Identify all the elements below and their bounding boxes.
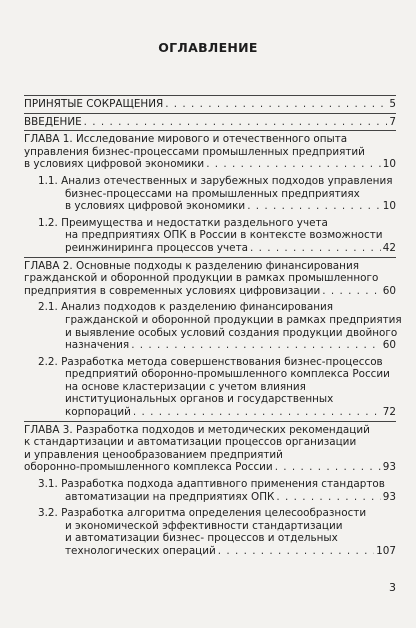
toc-entry-text: на основе кластеризации с учетом влияния: [65, 380, 306, 393]
page-number: 3: [389, 581, 396, 594]
toc-entry-text: в условиях цифровой экономики: [65, 200, 246, 213]
toc-entry-text: ГЛАВА 3. Разработка подходов и методических рекомендаций: [24, 423, 370, 436]
toc-entry-text: предприятия в современных условиях цифровизации: [24, 284, 321, 297]
toc-entry-text: 1.1. Анализ отечественных и зарубежных подходов управления: [38, 174, 393, 187]
toc-entry-text: 1.2. Преимущества и недостатки раздельного учета: [38, 216, 328, 229]
toc-page-number: 93: [382, 490, 396, 503]
toc-entry-text: 2.1. Анализ подходов к разделению финансирования: [38, 301, 334, 314]
toc-entry[interactable]: [24, 476, 396, 505]
toc-entry-text: 2.2. Разработка метода совершенствования бизнес-процессов: [38, 355, 383, 368]
dot-leader: [218, 545, 374, 558]
dot-leader: [133, 406, 381, 419]
toc-entry-text: назначения: [65, 339, 130, 352]
toc-heading: ОГЛАВЛЕНИЕ: [158, 40, 258, 55]
toc-entry-text: и автоматизации бизнес- процессов и отдельных: [65, 532, 338, 545]
dot-leader: [131, 339, 381, 352]
dot-leader: [206, 158, 381, 171]
toc-page-number: 60: [382, 284, 396, 297]
toc-entry-text: ГЛАВА 1. Исследование мирового и отечественного опыта: [24, 133, 348, 146]
toc-page-number: 72: [382, 406, 396, 419]
toc-entry-text: гражданской и оборонной продукции в рамках промышленного: [24, 272, 379, 285]
dot-leader: [276, 491, 380, 504]
toc-entry-text: на предприятиях ОПК в России в контексте возможности: [65, 229, 383, 242]
toc-entry-text: управления бизнес-процессами промышленных предприятий: [24, 145, 365, 158]
toc-entry-text: реинжиниринга процессов учета: [65, 241, 248, 254]
toc-page-number: 93: [382, 461, 396, 474]
toc-page-number: 7: [389, 115, 396, 128]
toc-entry-text: и экономической эффективности стандартизации: [65, 519, 343, 532]
dot-leader: [247, 200, 381, 213]
dot-leader: [84, 116, 388, 129]
toc-entry[interactable]: [24, 173, 396, 215]
toc-entry-text: бизнес-процессами на промышленных предприятиях: [65, 187, 360, 200]
toc-entry-text: ВВЕДЕНИЕ: [24, 115, 82, 128]
toc-entry-text: и выявление особых условий создания продукции двойного: [65, 326, 398, 339]
toc-entry[interactable]: [24, 422, 396, 476]
toc-entry[interactable]: [24, 258, 396, 300]
toc-page-number: 5: [389, 98, 396, 110]
toc-entry-text: автоматизации на предприятиях ОПК: [65, 490, 275, 503]
toc-entry[interactable]: [24, 299, 402, 353]
toc-entry-text: и управления ценообразованием предприятий: [24, 448, 283, 461]
toc-entry-text: 3.1. Разработка подхода адаптивного применения стандартов: [38, 478, 385, 491]
toc-entry[interactable]: [24, 505, 396, 559]
dot-leader: [275, 461, 381, 474]
toc-entry-text: институциональных органов и государственных: [65, 393, 334, 406]
toc-page-number: 42: [382, 241, 396, 254]
toc-entry-text: к стандартизации и автоматизации процессов организации: [24, 436, 357, 449]
toc-entry[interactable]: [24, 131, 396, 173]
toc-entry-text: предприятий оборонно-промышленного комплекса России: [65, 368, 390, 381]
toc-entry-text: в условиях цифровой экономики: [24, 158, 205, 171]
toc-entry-text: технологических операций: [65, 545, 216, 557]
toc-entry[interactable]: [24, 215, 396, 257]
toc-entry-text: оборонно-промышленного комплекса России: [24, 461, 273, 474]
toc-entry-text: корпораций: [65, 406, 131, 419]
table-of-contents: [24, 95, 402, 560]
dot-leader: [165, 98, 387, 111]
toc-entry-text: ПРИНЯТЫЕ СОКРАЩЕНИЯ: [24, 98, 164, 110]
toc-entry-text: 3.2. Разработка алгоритма определения целесообразности: [38, 507, 367, 520]
toc-page-number: 107: [376, 545, 396, 557]
toc-entry-text: гражданской и оборонной продукции в рамках предприятия: [65, 313, 402, 326]
toc-page-number: 60: [382, 339, 396, 352]
toc-entry[interactable]: [24, 354, 396, 421]
dot-leader: [250, 242, 381, 255]
toc-entry[interactable]: [24, 96, 396, 113]
dot-leader: [322, 285, 381, 298]
toc-entry-text: ГЛАВА 2. Основные подходы к разделению финансирования: [24, 259, 359, 272]
toc-page-number: 10: [382, 158, 396, 171]
toc-entry[interactable]: [24, 114, 396, 131]
toc-page-number: 10: [382, 200, 396, 213]
